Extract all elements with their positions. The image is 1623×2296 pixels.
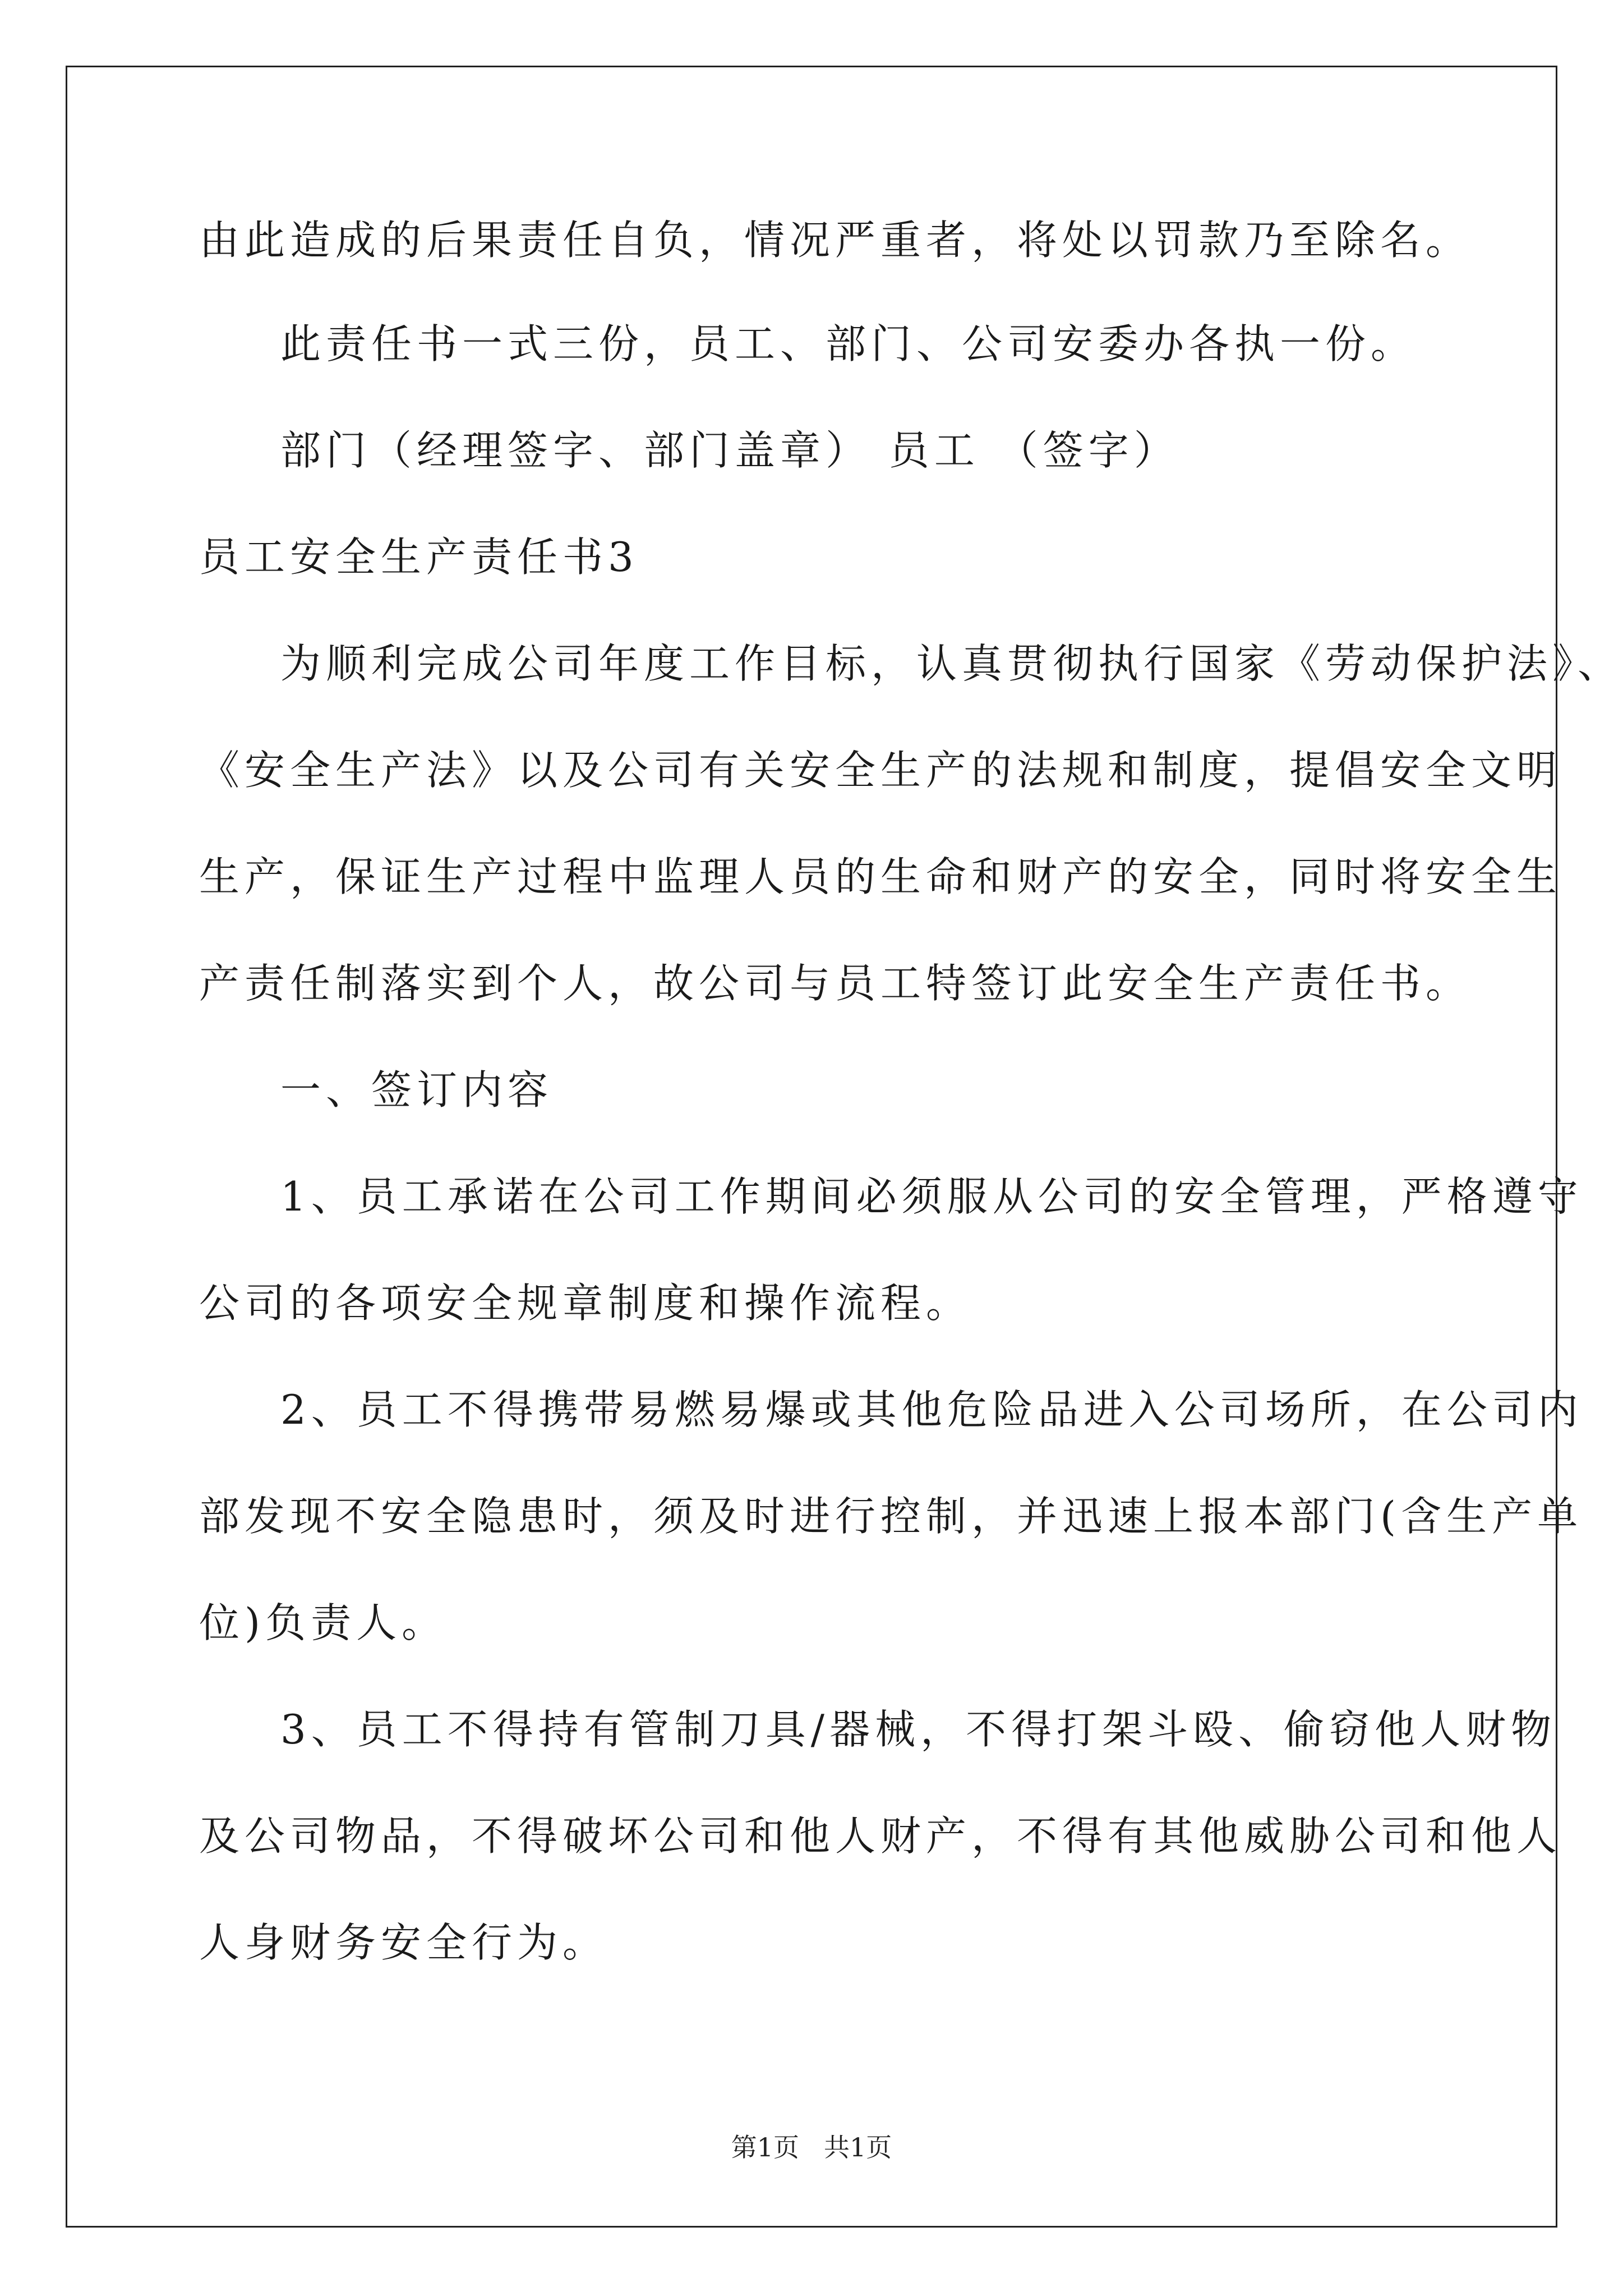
paragraph-line: 及公司物品，不得破坏公司和他人财产，不得有其他威胁公司和他人 [199, 1812, 1562, 1860]
paragraph-line: 2、员工不得携带易燃易爆或其他危险品进入公司场所，在公司内 [280, 1386, 1583, 1433]
section-title: 员工安全生产责任书3 [199, 533, 639, 581]
paragraph-line: 由此造成的后果责任自负，情况严重者，将处以罚款乃至除名。 [199, 217, 1472, 264]
page-border [66, 66, 1557, 2228]
paragraph-line: 1、员工承诺在公司工作期间必须服从公司的安全管理，严格遵守 [280, 1173, 1583, 1220]
paragraph-line: 公司的各项安全规章制度和操作流程。 [199, 1280, 972, 1327]
paragraph-line: 3、员工不得持有管制刀具/器械，不得打架斗殴、偷窃他人财物 [280, 1706, 1557, 1753]
page-footer [0, 2127, 1623, 2164]
paragraph-line: 此责任书一式三份，员工、部门、公司安委办各执一份。 [280, 320, 1417, 367]
paragraph-line: 位)负责人。 [199, 1599, 448, 1646]
signature-line: 部门（经理签字、部门盖章） 员工 （签字） [280, 427, 1179, 474]
page-number: 第1页 [731, 2132, 799, 2162]
paragraph-line: 产责任制落实到个人，故公司与员工特签订此安全生产责任书。 [199, 960, 1472, 1007]
paragraph-line: 为顺利完成公司年度工作目标，认真贯彻执行国家《劳动保护法》、 [280, 640, 1623, 687]
paragraph-line: 《安全生产法》以及公司有关安全生产的法规和制度，提倡安全文明 [199, 747, 1562, 794]
paragraph-line: 人身财务安全行为。 [199, 1919, 608, 1966]
paragraph-line: 生产，保证生产过程中监理人员的生命和财产的安全，同时将安全生 [199, 853, 1562, 900]
section-heading: 一、签订内容 [280, 1066, 554, 1114]
page-total: 共1页 [824, 2132, 892, 2162]
paragraph-line: 部发现不安全隐患时，须及时进行控制，并迅速上报本部门(含生产单 [199, 1493, 1583, 1540]
